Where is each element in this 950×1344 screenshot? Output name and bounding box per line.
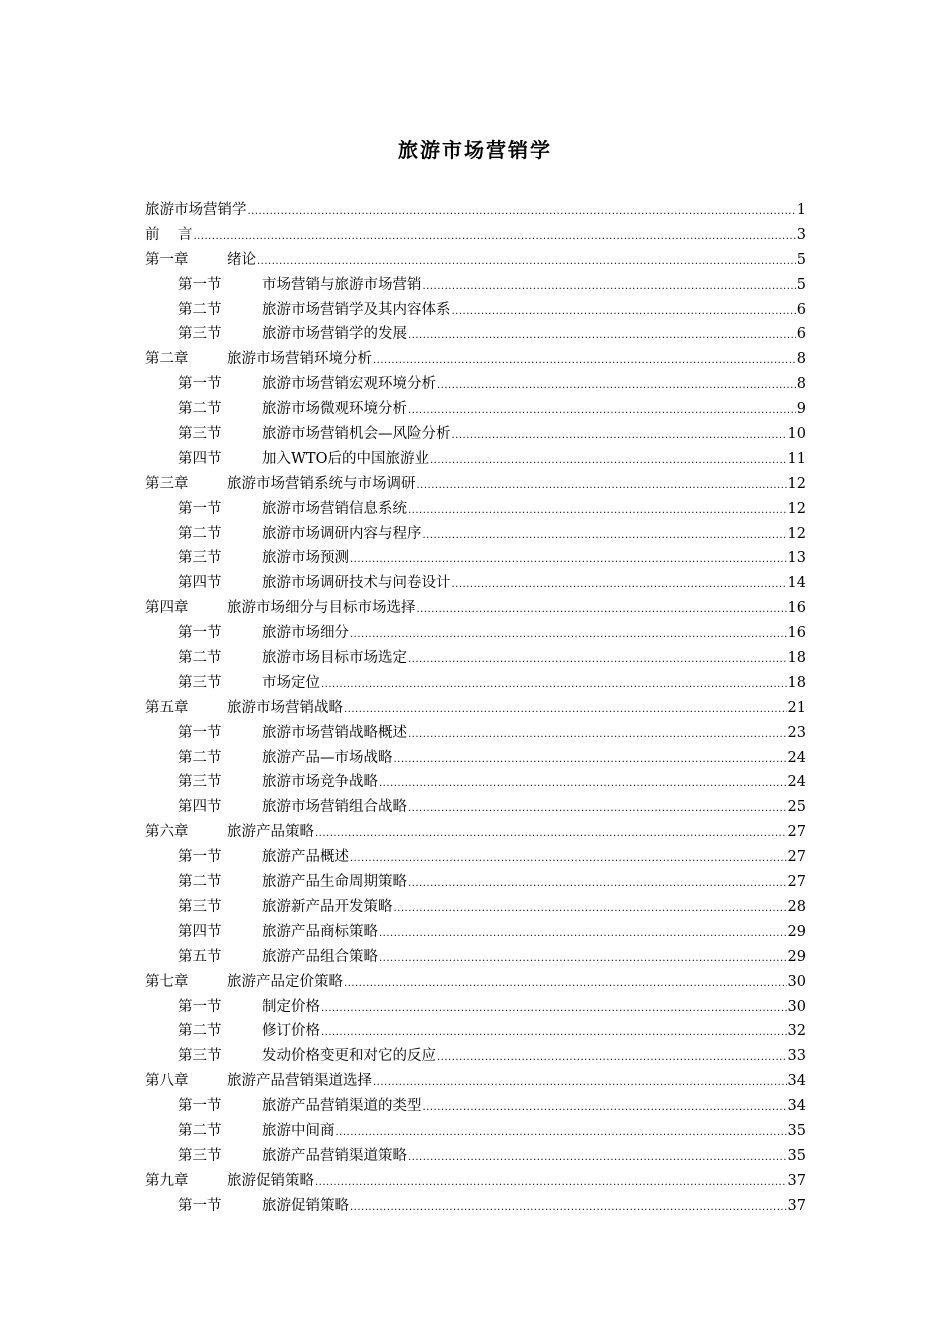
toc-page-number: 37 bbox=[787, 1197, 806, 1214]
toc-page-number: 8 bbox=[796, 376, 806, 393]
toc-dot-leader bbox=[321, 1004, 787, 1014]
toc-chapter-entry[interactable] bbox=[145, 1169, 806, 1194]
toc-dot-leader bbox=[248, 207, 796, 217]
toc-entry-label: 第四节 bbox=[178, 575, 222, 592]
toc-section-entry[interactable] bbox=[145, 795, 806, 820]
toc-page-number: 32 bbox=[787, 1023, 806, 1040]
toc-dot-leader bbox=[379, 779, 787, 789]
toc-entry-title: 旅游市场营销战略 bbox=[227, 699, 343, 716]
toc-entry-title: 市场营销与旅游市场营销 bbox=[262, 276, 422, 293]
toc-chapter-entry[interactable] bbox=[145, 472, 806, 497]
toc-page-number: 8 bbox=[796, 351, 806, 368]
toc-section-entry[interactable] bbox=[145, 995, 806, 1020]
toc-page-number: 27 bbox=[787, 849, 806, 866]
toc-page-number: 27 bbox=[787, 824, 806, 841]
toc-section-entry[interactable] bbox=[145, 546, 806, 571]
toc-entry-label: 第二节 bbox=[178, 401, 222, 418]
toc-chapter-entry[interactable] bbox=[145, 223, 806, 248]
toc-page-number: 3 bbox=[796, 226, 806, 243]
toc-entry-label: 第一节 bbox=[178, 849, 222, 866]
toc-page-number: 5 bbox=[796, 276, 806, 293]
toc-dot-leader bbox=[408, 804, 787, 814]
toc-entry-title: 旅游产品定价策略 bbox=[227, 973, 343, 990]
toc-entry-title: 旅游产品概述 bbox=[262, 849, 349, 866]
toc-entry-title: 旅游市场营销信息系统 bbox=[262, 500, 407, 517]
toc-page-number: 27 bbox=[787, 874, 806, 891]
toc-entry-title: 旅游市场营销学及其内容体系 bbox=[262, 301, 451, 318]
toc-entry-title: 绪论 bbox=[227, 251, 256, 268]
toc-chapter-entry[interactable] bbox=[145, 820, 806, 845]
toc-section-entry[interactable] bbox=[145, 372, 806, 397]
toc-entry-title: 修订价格 bbox=[262, 1023, 320, 1040]
toc-entry-label: 第一节 bbox=[178, 376, 222, 393]
toc-dot-leader bbox=[408, 730, 787, 740]
toc-section-entry[interactable] bbox=[145, 895, 806, 920]
toc-entry-title: 旅游市场营销组合战略 bbox=[262, 799, 407, 816]
toc-entry-title: 旅游新产品开发策略 bbox=[262, 898, 393, 915]
toc-entry-label: 第一章 bbox=[145, 251, 189, 268]
toc-entry-title: 旅游市场目标市场选定 bbox=[262, 650, 407, 667]
toc-dot-leader bbox=[408, 879, 787, 889]
toc-entry-label: 第二节 bbox=[178, 1122, 222, 1139]
toc-entry-label: 第一节 bbox=[178, 276, 222, 293]
toc-page-number: 34 bbox=[787, 1073, 806, 1090]
toc-section-entry[interactable] bbox=[145, 1044, 806, 1069]
toc-page-number: 34 bbox=[787, 1098, 806, 1115]
toc-page-number: 12 bbox=[787, 500, 806, 517]
toc-section-entry[interactable] bbox=[145, 621, 806, 646]
toc-entry-label: 第三节 bbox=[178, 550, 222, 567]
toc-entry-title: 旅游产品组合策略 bbox=[262, 948, 378, 965]
toc-entry-title: 旅游市场营销宏观环境分析 bbox=[262, 376, 436, 393]
toc-chapter-entry[interactable] bbox=[145, 596, 806, 621]
toc-entry-label: 第一节 bbox=[178, 998, 222, 1015]
toc-section-entry[interactable] bbox=[145, 746, 806, 771]
toc-entry-title: 旅游市场营销学 bbox=[145, 202, 247, 218]
toc-entry-title: 旅游市场调研内容与程序 bbox=[262, 525, 422, 542]
toc-entry-title: 旅游市场营销系统与市场调研 bbox=[227, 475, 416, 492]
toc-entry-title: 旅游市场营销学的发展 bbox=[262, 326, 407, 343]
toc-dot-leader bbox=[321, 1028, 787, 1038]
toc-page-number: 30 bbox=[787, 998, 806, 1015]
toc-section-entry[interactable] bbox=[145, 447, 806, 472]
toc-entry-label: 第一节 bbox=[178, 1098, 222, 1115]
toc-page-number: 6 bbox=[796, 301, 806, 318]
toc-page-number: 37 bbox=[787, 1172, 806, 1189]
toc-entry-label: 第一节 bbox=[178, 724, 222, 741]
toc-dot-leader bbox=[437, 381, 796, 391]
toc-dot-leader bbox=[350, 854, 787, 864]
toc-page-number: 1 bbox=[796, 202, 806, 218]
toc-entry-label: 第四节 bbox=[178, 450, 222, 467]
toc-page-number: 12 bbox=[787, 475, 806, 492]
toc-entry-title: 旅游市场预测 bbox=[262, 550, 349, 567]
toc-dot-leader bbox=[423, 282, 796, 292]
toc-entry-label: 第二节 bbox=[178, 301, 222, 318]
toc-page-number: 21 bbox=[787, 699, 806, 716]
toc-entry-title: 旅游产品营销渠道选择 bbox=[227, 1073, 372, 1090]
toc-entry-label: 第二节 bbox=[178, 874, 222, 891]
toc-dot-leader bbox=[417, 481, 787, 491]
toc-page-number: 10 bbox=[787, 426, 806, 443]
toc-dot-leader bbox=[379, 929, 787, 939]
toc-entry-title: 旅游产品商标策略 bbox=[262, 923, 378, 940]
toc-dot-leader bbox=[423, 1103, 787, 1113]
toc-entry-label: 第三章 bbox=[145, 475, 189, 492]
toc-page-number: 24 bbox=[787, 774, 806, 791]
toc-entry-title: 旅游产品营销渠道的类型 bbox=[262, 1098, 422, 1115]
toc-dot-leader bbox=[408, 506, 787, 516]
toc-entry-label: 第八章 bbox=[145, 1073, 189, 1090]
toc-section-entry[interactable] bbox=[145, 322, 806, 347]
toc-page-number: 18 bbox=[787, 650, 806, 667]
toc-page-number: 9 bbox=[796, 401, 806, 418]
toc-entry-title: 旅游中间商 bbox=[262, 1122, 335, 1139]
toc-section-entry[interactable] bbox=[145, 1119, 806, 1144]
toc-entry-title: 发动价格变更和对它的反应 bbox=[262, 1048, 436, 1065]
toc-entry-label: 第四章 bbox=[145, 600, 189, 617]
toc-dot-leader bbox=[373, 1078, 787, 1088]
toc-section-entry[interactable] bbox=[145, 845, 806, 870]
toc-chapter-entry[interactable] bbox=[145, 198, 806, 223]
toc-section-entry[interactable] bbox=[145, 671, 806, 696]
toc-entry-title: 旅游产品策略 bbox=[227, 824, 314, 841]
toc-chapter-entry[interactable] bbox=[145, 347, 806, 372]
toc-entry-title: 市场定位 bbox=[262, 674, 320, 691]
toc-dot-leader bbox=[408, 655, 787, 665]
toc-dot-leader bbox=[344, 979, 787, 989]
toc-section-entry[interactable] bbox=[145, 870, 806, 895]
toc-dot-leader bbox=[408, 1153, 787, 1163]
toc-section-entry[interactable] bbox=[145, 1019, 806, 1044]
toc-entry-label: 第二章 bbox=[145, 351, 189, 368]
toc-dot-leader bbox=[344, 705, 787, 715]
document-title: 旅游市场营销学 bbox=[398, 138, 552, 162]
toc-entry-title: 旅游产品—市场战略 bbox=[262, 749, 393, 766]
toc-entry-label: 第三节 bbox=[178, 674, 222, 691]
toc-entry-label: 第一节 bbox=[178, 625, 222, 642]
toc-page-number: 29 bbox=[787, 923, 806, 940]
toc-entry-label: 第二节 bbox=[178, 749, 222, 766]
toc-page-number: 13 bbox=[787, 550, 806, 567]
toc-page-number: 14 bbox=[787, 575, 806, 592]
toc-entry-label: 第三节 bbox=[178, 426, 222, 443]
toc-dot-leader bbox=[394, 904, 787, 914]
toc-section-entry[interactable] bbox=[145, 571, 806, 596]
toc-page-number: 23 bbox=[787, 724, 806, 741]
toc-dot-leader bbox=[430, 456, 787, 466]
toc-dot-leader bbox=[350, 555, 787, 565]
toc-dot-leader bbox=[336, 1128, 787, 1138]
toc-dot-leader bbox=[452, 580, 787, 590]
toc-entry-title: 旅游市场微观环境分析 bbox=[262, 401, 407, 418]
toc-entry-label: 第五章 bbox=[145, 699, 189, 716]
toc-entry-label: 第三节 bbox=[178, 1147, 222, 1164]
toc-entry-title: 旅游市场细分与目标市场选择 bbox=[227, 600, 416, 617]
toc-dot-leader bbox=[193, 232, 795, 242]
toc-entry-title: 旅游市场营销环境分析 bbox=[227, 351, 372, 368]
toc-page-number: 12 bbox=[787, 525, 806, 542]
toc-dot-leader bbox=[350, 1203, 787, 1213]
toc-dot-leader bbox=[350, 630, 787, 640]
toc-entry-label: 第二节 bbox=[178, 650, 222, 667]
toc-page-number: 29 bbox=[787, 948, 806, 965]
toc-page-number: 35 bbox=[787, 1147, 806, 1164]
toc-dot-leader bbox=[452, 431, 787, 441]
toc-section-entry[interactable] bbox=[145, 945, 806, 970]
toc-entry-title: 旅游产品营销渠道策略 bbox=[262, 1147, 407, 1164]
table-of-contents bbox=[145, 198, 806, 1219]
toc-entry-title: 前 言 bbox=[145, 226, 193, 243]
toc-entry-label: 第六章 bbox=[145, 824, 189, 841]
toc-page-number: 18 bbox=[787, 674, 806, 691]
toc-entry-title: 制定价格 bbox=[262, 998, 320, 1015]
toc-entry-label: 第三节 bbox=[178, 774, 222, 791]
toc-chapter-entry[interactable] bbox=[145, 248, 806, 273]
toc-entry-label: 第三节 bbox=[178, 1048, 222, 1065]
toc-section-entry[interactable] bbox=[145, 1144, 806, 1169]
toc-section-entry[interactable] bbox=[145, 522, 806, 547]
toc-dot-leader bbox=[394, 755, 787, 765]
toc-chapter-entry[interactable] bbox=[145, 696, 806, 721]
toc-dot-leader bbox=[315, 1178, 787, 1188]
toc-section-entry[interactable] bbox=[145, 397, 806, 422]
toc-entry-label: 第三节 bbox=[178, 326, 222, 343]
toc-page-number: 16 bbox=[787, 600, 806, 617]
toc-entry-label: 第九章 bbox=[145, 1172, 189, 1189]
toc-chapter-entry[interactable] bbox=[145, 970, 806, 995]
toc-entry-label: 第二节 bbox=[178, 525, 222, 542]
toc-page-number: 30 bbox=[787, 973, 806, 990]
toc-dot-leader bbox=[408, 406, 796, 416]
toc-page-number: 28 bbox=[787, 898, 806, 915]
toc-entry-title: 旅游促销策略 bbox=[227, 1172, 314, 1189]
toc-entry-label: 第四节 bbox=[178, 923, 222, 940]
toc-section-entry[interactable] bbox=[145, 770, 806, 795]
toc-entry-title: 加入WTO后的中国旅游业 bbox=[262, 450, 429, 467]
toc-entry-label: 第七章 bbox=[145, 973, 189, 990]
toc-entry-title: 旅游市场营销机会—风险分析 bbox=[262, 426, 451, 443]
toc-dot-leader bbox=[437, 1053, 787, 1063]
toc-page-number: 5 bbox=[796, 251, 806, 268]
toc-page-number: 16 bbox=[787, 625, 806, 642]
toc-entry-label: 第五节 bbox=[178, 948, 222, 965]
toc-entry-title: 旅游市场细分 bbox=[262, 625, 349, 642]
toc-page-number: 35 bbox=[787, 1122, 806, 1139]
toc-page-number: 11 bbox=[787, 450, 806, 467]
toc-chapter-entry[interactable] bbox=[145, 1069, 806, 1094]
toc-section-entry[interactable] bbox=[145, 1194, 806, 1219]
toc-dot-leader bbox=[315, 829, 787, 839]
toc-dot-leader bbox=[452, 307, 796, 317]
toc-page-number: 6 bbox=[796, 326, 806, 343]
toc-entry-label: 第三节 bbox=[178, 898, 222, 915]
toc-entry-title: 旅游市场营销战略概述 bbox=[262, 724, 407, 741]
toc-page-number: 24 bbox=[787, 749, 806, 766]
toc-page-number: 33 bbox=[787, 1048, 806, 1065]
toc-section-entry[interactable] bbox=[145, 920, 806, 945]
toc-entry-label: 第二节 bbox=[178, 1023, 222, 1040]
toc-section-entry[interactable] bbox=[145, 273, 806, 298]
toc-entry-label: 第一节 bbox=[178, 500, 222, 517]
toc-dot-leader bbox=[417, 605, 787, 615]
toc-entry-title: 旅游市场调研技术与问卷设计 bbox=[262, 575, 451, 592]
toc-entry-title: 旅游促销策略 bbox=[262, 1197, 349, 1214]
toc-section-entry[interactable] bbox=[145, 1094, 806, 1119]
toc-entry-label: 第四节 bbox=[178, 799, 222, 816]
toc-dot-leader bbox=[379, 954, 787, 964]
toc-dot-leader bbox=[408, 331, 796, 341]
toc-page-number: 25 bbox=[787, 799, 806, 816]
toc-section-entry[interactable] bbox=[145, 646, 806, 671]
toc-section-entry[interactable] bbox=[145, 497, 806, 522]
toc-section-entry[interactable] bbox=[145, 721, 806, 746]
toc-dot-leader bbox=[321, 680, 787, 690]
toc-entry-title: 旅游市场竞争战略 bbox=[262, 774, 378, 791]
toc-section-entry[interactable] bbox=[145, 422, 806, 447]
toc-dot-leader bbox=[423, 531, 787, 541]
toc-dot-leader bbox=[257, 257, 796, 267]
toc-section-entry[interactable] bbox=[145, 298, 806, 323]
toc-entry-title: 旅游产品生命周期策略 bbox=[262, 874, 407, 891]
toc-dot-leader bbox=[373, 356, 796, 366]
toc-entry-label: 第一节 bbox=[178, 1197, 222, 1214]
